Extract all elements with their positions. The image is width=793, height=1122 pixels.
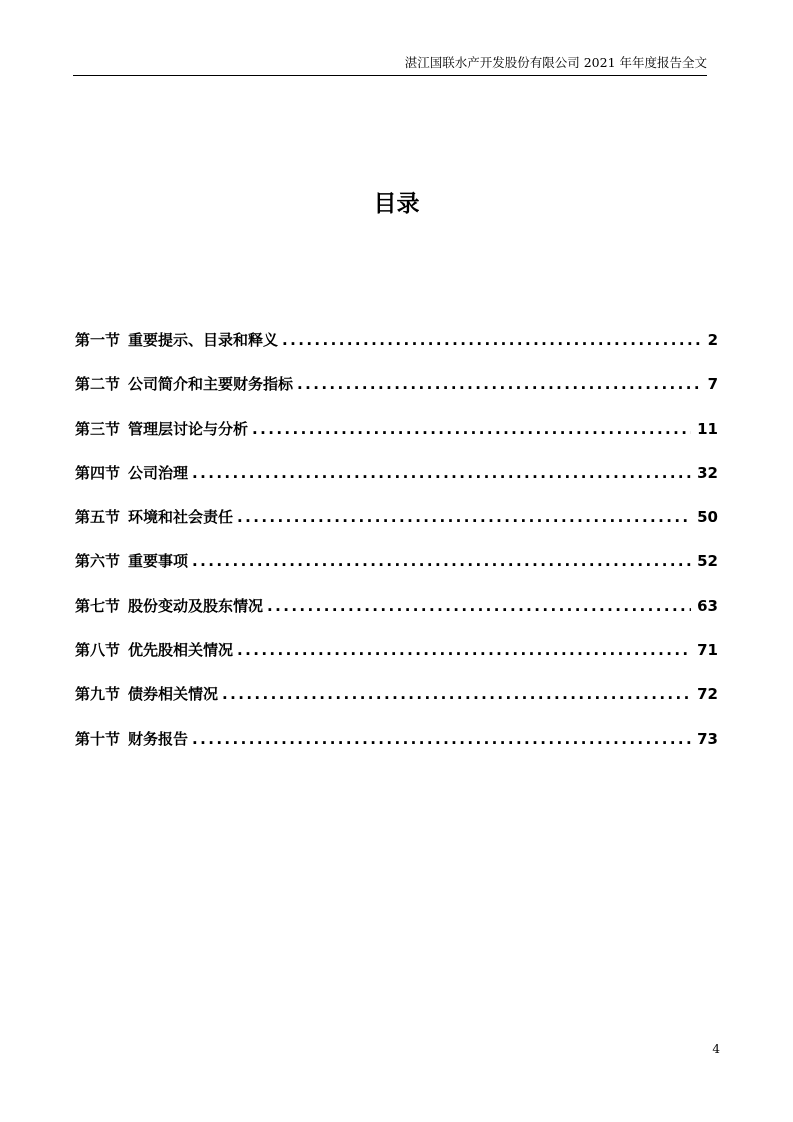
toc-entry-name: 重要事项 [128,552,189,571]
toc-entry-section-7[interactable] [75,592,718,636]
toc-entry-section-3[interactable] [75,415,718,459]
toc-entry-leader [252,415,691,443]
toc-entry-leader [237,503,691,531]
toc-entry-section-4[interactable] [75,459,718,503]
toc-entry-name: 优先股相关情况 [128,641,234,660]
running-header: 湛江国联水产开发股份有限公司 2021 年年度报告全文 [404,55,707,70]
toc-entry-section-5[interactable] [75,503,718,547]
toc-entry-name: 财务报告 [128,729,189,748]
toc-entry-page: 32 [697,463,718,482]
toc-entry-section: 第六节 [75,552,121,571]
toc-entry-name: 管理层讨论与分析 [128,419,249,438]
toc-entry-leader [192,459,691,487]
toc-entry-page: 73 [697,729,718,748]
header-rule [73,75,707,76]
toc-entry-section-9[interactable] [75,680,718,724]
toc-entry-name: 重要提示、目录和释义 [128,331,279,349]
toc-entry-leader [192,547,691,575]
toc-entry-section: 第二节 [75,375,121,394]
toc-entry-section: 第三节 [75,419,121,438]
toc-entry-leader [192,725,691,753]
toc-entry-name: 公司治理 [128,463,189,482]
table-of-contents [75,326,718,769]
toc-entry-leader [297,370,702,398]
toc-entry-section: 第九节 [75,685,121,704]
toc-entry-section-8[interactable] [75,636,718,680]
toc-entry-page: 50 [697,508,718,527]
toc-entry-page: 72 [697,685,718,704]
toc-title: 目录 [373,191,420,217]
toc-entry-page: 7 [707,375,718,394]
toc-entry-section: 第八节 [75,641,121,660]
toc-entry-section-6[interactable] [75,547,718,591]
page-number: 4 [712,1042,720,1056]
toc-entry-page: 52 [697,552,718,571]
toc-entry-section-1[interactable] [75,326,718,370]
toc-entry-section: 第五节 [75,508,121,527]
toc-entry-name: 公司简介和主要财务指标 [128,375,294,394]
toc-entry-leader [237,636,691,664]
toc-entry-leader [282,326,702,354]
toc-entry-section: 第一节 [75,331,121,349]
toc-entry-section-2[interactable] [75,370,718,414]
toc-entry-leader [267,592,691,620]
toc-entry-section: 第七节 [75,596,121,615]
toc-entry-leader [222,680,691,708]
toc-entry-section: 第四节 [75,463,121,482]
toc-entry-section-10[interactable] [75,725,718,769]
toc-entry-name: 债券相关情况 [128,685,219,704]
toc-entry-page: 71 [697,641,718,660]
toc-entry-section: 第十节 [75,729,121,748]
toc-entry-name: 股份变动及股东情况 [128,596,264,615]
toc-entry-page: 11 [697,419,718,438]
toc-entry-page: 2 [707,331,718,349]
toc-entry-name: 环境和社会责任 [128,508,234,527]
toc-entry-page: 63 [697,596,718,615]
